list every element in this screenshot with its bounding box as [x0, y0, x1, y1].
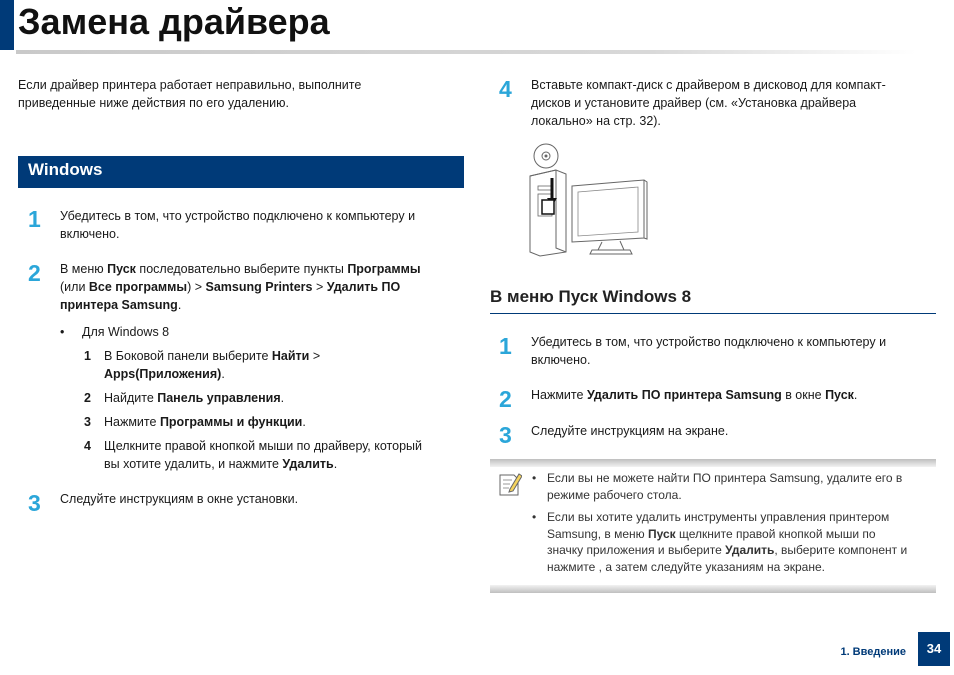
step-line: включено.	[531, 353, 591, 367]
text-run: Samsung, в меню	[547, 526, 648, 541]
step-line: Убедитесь в том, что устройство подключено к компьютеру и	[531, 335, 887, 349]
step-line: локально» на стр. 32).	[531, 114, 661, 128]
computer-cd-icon	[526, 142, 650, 260]
note-line: режиме рабочего стола.	[547, 487, 682, 502]
text-run: .	[280, 391, 285, 405]
step-line: Щелкните правой кнопкой мыши по драйверу, который	[104, 439, 422, 453]
step-text: Следуйте инструкциям на экране.	[531, 424, 729, 438]
windows-section-header: Windows	[18, 156, 464, 188]
note-bullet-icon: •	[532, 510, 537, 524]
bullet-label: Для Windows 8	[82, 325, 170, 339]
step-line	[104, 347, 454, 365]
substep-number: 3	[84, 415, 91, 429]
text-run: (или	[60, 280, 89, 294]
text-run: ) >	[187, 280, 206, 294]
note-line: Если вы не можете найти ПО принтера Samsung, удалите его в	[547, 471, 903, 485]
substep-text	[104, 413, 306, 431]
menu-term: Удалить ПО принтера Samsung	[586, 388, 782, 402]
substep-text	[104, 389, 284, 407]
text-run: последовательно выберите пункты	[135, 262, 348, 276]
text-run: вы хотите удалить, и нажмите	[104, 457, 283, 471]
intro-line: приведенные ниже действия по его удалению.	[18, 96, 289, 110]
page-number-badge: 34	[918, 632, 950, 666]
text-run: .	[333, 457, 338, 471]
title-accent-bar	[0, 0, 14, 50]
text-run: , выберите компонент и	[774, 543, 908, 557]
step-line	[60, 278, 460, 296]
note-line	[547, 542, 935, 559]
bullet-icon: •	[60, 325, 65, 339]
menu-term: Удалить ПО	[326, 280, 401, 294]
note-box	[490, 459, 936, 593]
step-text: Следуйте инструкциям в окне установки.	[60, 492, 299, 506]
substep-number: 2	[84, 391, 91, 405]
menu-term: Пуск	[825, 388, 854, 402]
substep-text	[104, 437, 464, 473]
note-line	[547, 526, 935, 543]
step-text	[531, 386, 857, 404]
note-bullet-icon: •	[532, 471, 537, 485]
text-run: В меню	[60, 262, 108, 276]
start-menu-section-header: В меню Пуск Windows 8	[490, 287, 692, 306]
text-run: .	[853, 388, 858, 402]
intro-line: Если драйвер принтера работает неправильно, выполните	[18, 78, 362, 92]
note-bottom-edge	[490, 585, 936, 593]
step-number: 3	[28, 490, 41, 516]
text-run: В Боковой панели выберите	[104, 349, 272, 363]
text-run: .	[177, 298, 182, 312]
menu-term: Найти	[271, 349, 310, 363]
footer-section-label: 1. Введение	[840, 646, 906, 658]
step-number: 3	[499, 422, 512, 448]
substep-text	[104, 347, 454, 383]
step-number: 2	[28, 260, 41, 286]
substep-number: 4	[84, 439, 91, 453]
step-text	[531, 76, 936, 130]
menu-term: Все программы	[88, 280, 188, 294]
text-run: .	[221, 367, 225, 381]
text-run: Нажмите	[531, 388, 587, 402]
step-line: Убедитесь в том, что устройство подключено к компьютеру и	[60, 209, 416, 223]
text-run: >	[312, 280, 327, 294]
note-line: нажмите , а затем следуйте указаниям на экране.	[547, 559, 825, 574]
note-line: Если вы хотите удалить инструменты управления принтером	[547, 510, 890, 524]
step-line	[104, 365, 454, 383]
menu-term: Удалить	[725, 543, 775, 557]
note-pencil-icon	[498, 471, 522, 497]
note-item	[547, 470, 935, 503]
text-run: Нажмите	[104, 415, 160, 429]
page-title: Замена драйвера	[18, 1, 330, 42]
step-line: Вставьте компакт-диск с драйвером в дисковод для компакт-	[531, 78, 886, 92]
step-text	[60, 260, 460, 314]
menu-term: Пуск	[107, 262, 136, 276]
text-run: значку приложения и выберите	[547, 543, 726, 557]
step-line	[104, 455, 464, 473]
menu-term: Apps(Приложения)	[104, 367, 222, 381]
step-text	[60, 207, 460, 243]
text-run: .	[302, 415, 306, 429]
menu-term: Samsung Printers	[205, 280, 313, 294]
note-item	[547, 509, 935, 575]
section-divider	[490, 313, 936, 314]
step-line: включено.	[60, 227, 120, 241]
menu-term: Программы и функции	[159, 415, 303, 429]
step-line	[60, 296, 460, 314]
text-run: Найдите	[104, 391, 158, 405]
menu-term: Панель управления	[157, 391, 281, 405]
note-top-edge	[490, 459, 936, 467]
substep-number: 1	[84, 349, 91, 363]
step-number: 4	[499, 76, 512, 102]
step-text	[531, 333, 936, 369]
step-number: 2	[499, 386, 512, 412]
text-run: >	[309, 349, 321, 363]
menu-term: Удалить	[282, 457, 334, 471]
step-line: дисков и установите драйвер (см. «Установка драйвера	[531, 96, 857, 110]
menu-term: принтера Samsung	[60, 298, 178, 312]
step-number: 1	[499, 333, 512, 359]
step-line	[60, 260, 460, 278]
cd-install-illustration	[526, 142, 650, 260]
text-run: щелкните правой кнопкой мыши по	[675, 526, 876, 541]
title-divider	[16, 50, 916, 54]
menu-term: Программы	[347, 262, 421, 276]
step-number: 1	[28, 206, 41, 232]
text-run: в окне	[781, 388, 826, 402]
menu-term: Пуск	[647, 526, 676, 541]
intro-paragraph	[18, 76, 438, 112]
